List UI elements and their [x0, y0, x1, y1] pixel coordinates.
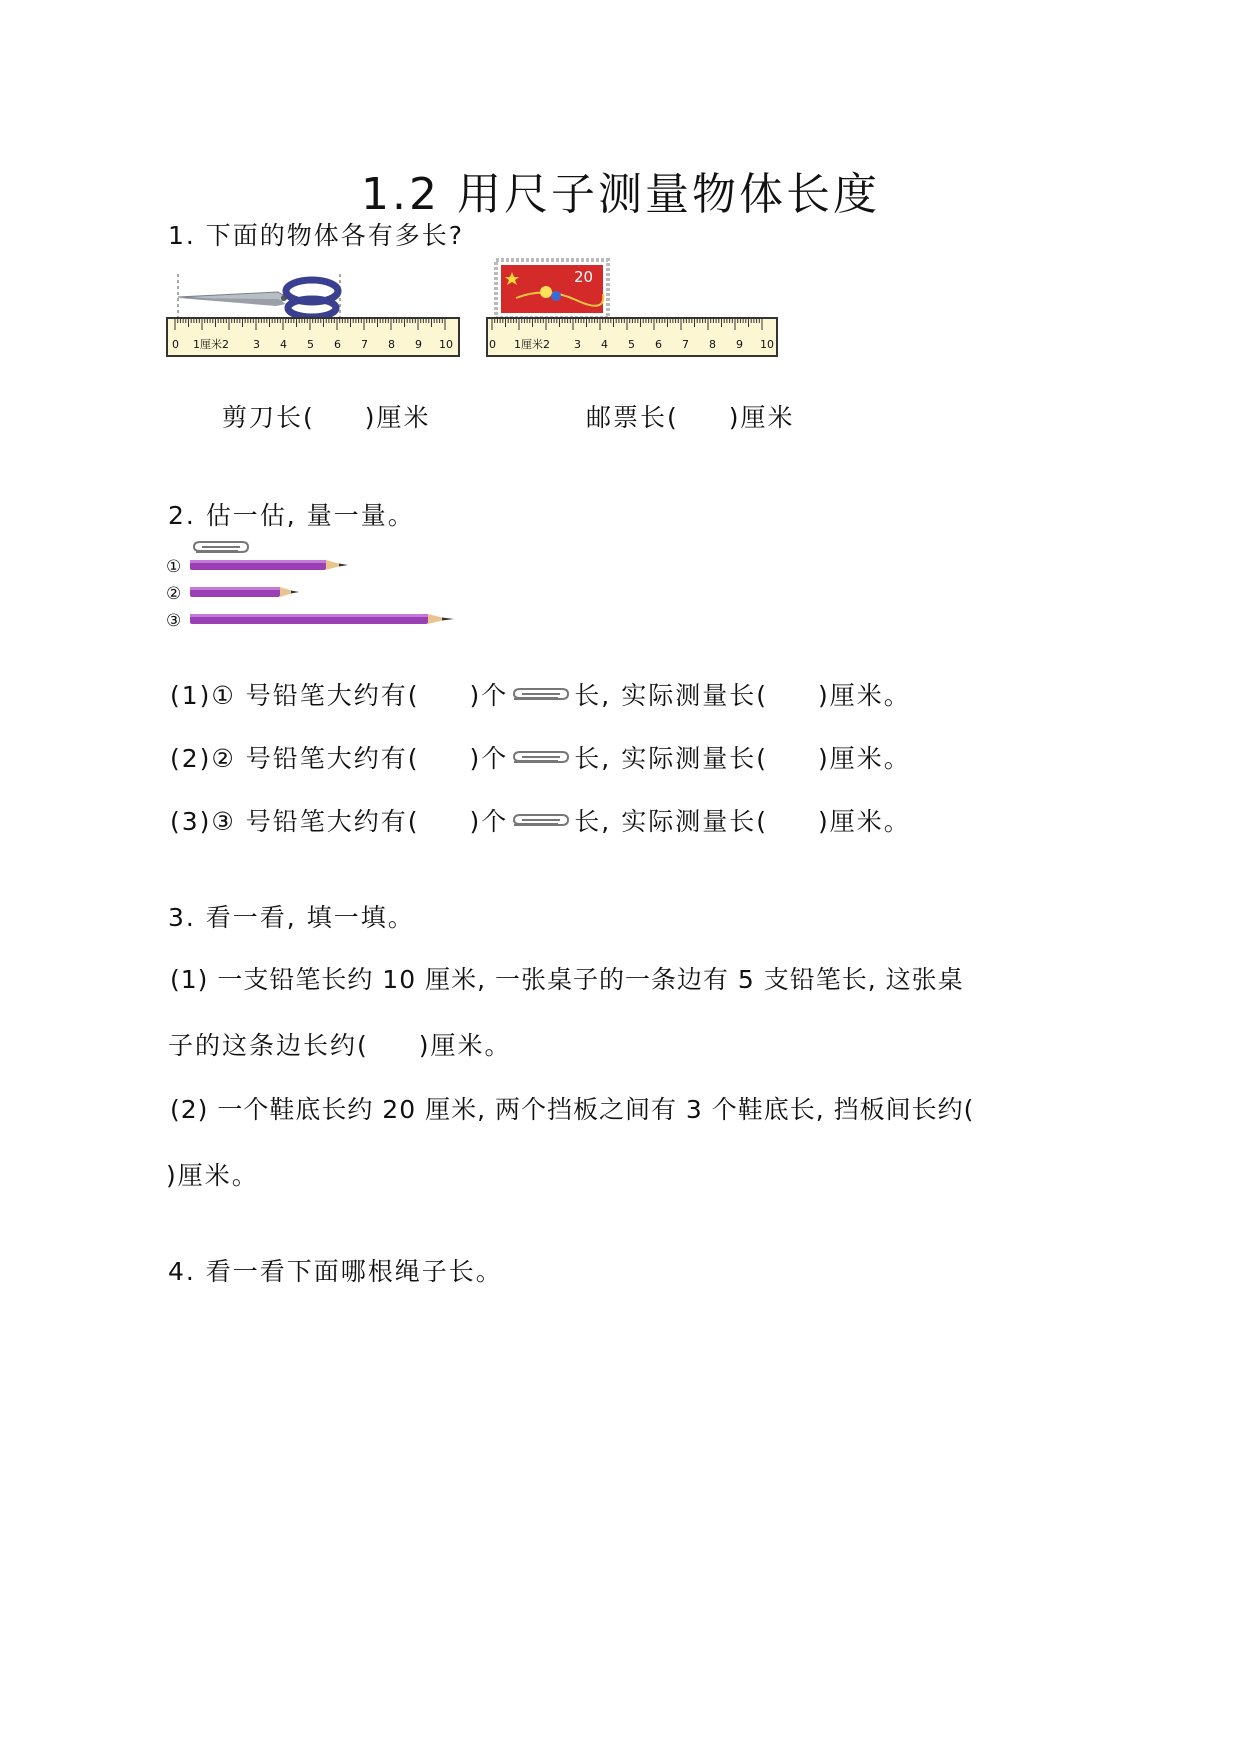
q3-item-1-line-2	[168, 1026, 512, 1062]
ruler-tick-label: 4	[280, 338, 287, 351]
q3-item-2-line-2: )厘米。	[166, 1161, 259, 1190]
ruler-tick-label: 8	[388, 338, 395, 351]
ruler-tick-label: 6	[655, 338, 662, 351]
unit-label: )厘米	[728, 403, 795, 432]
ruler-tick-label: 1厘米2	[193, 338, 229, 351]
ruler-tick-label: 9	[415, 338, 422, 351]
ruler-tick-label: 6	[334, 338, 341, 351]
pencil-1	[190, 560, 348, 570]
ruler-tick-label: 4	[601, 338, 608, 351]
q2-item-after-clip: 长, 实际测量长(	[574, 681, 768, 710]
ruler-1	[167, 318, 459, 356]
paperclip-icon	[510, 809, 572, 831]
ruler-tick-label: 10	[439, 338, 453, 351]
q2-item-suffix: )厘米。	[817, 807, 911, 836]
q2-item-mid: )个	[469, 744, 509, 773]
q2-item-prefix: (1)① 号铅笔大约有(	[170, 681, 420, 710]
pencil-3	[190, 614, 454, 624]
ruler-tick-label: 5	[628, 338, 635, 351]
q2-item-mid: )个	[469, 807, 509, 836]
stamp-value: 20	[574, 268, 594, 286]
q2-item-suffix: )厘米。	[817, 744, 911, 773]
ruler-tick-label: 0	[489, 338, 496, 351]
q2-item-prefix: (3)③ 号铅笔大约有(	[170, 807, 420, 836]
question-2-heading: 2. 估一估, 量一量。	[168, 501, 415, 530]
ruler-tick-label: 8	[709, 338, 716, 351]
q2-item-suffix: )厘米。	[817, 681, 911, 710]
pencil-marker-3: ③	[166, 611, 182, 631]
paperclip-image	[194, 542, 248, 552]
q2-item-1	[170, 676, 911, 712]
pencil-marker-2: ②	[166, 584, 182, 604]
q2-item-after-clip: 长, 实际测量长(	[574, 744, 768, 773]
question-1-heading: 1. 下面的物体各有多长?	[168, 221, 465, 250]
scissors-image	[178, 280, 338, 317]
q3-item-1-text: 子的这条边长约(	[168, 1031, 369, 1060]
ruler-tick-label: 9	[736, 338, 743, 351]
pencil-marker-1: ①	[166, 557, 182, 577]
ruler-tick-label: 0	[172, 338, 179, 351]
q2-item-3	[170, 802, 911, 838]
q2-item-after-clip: 长, 实际测量长(	[574, 807, 768, 836]
pencils-figure	[166, 538, 466, 634]
ruler-tick-label: 1厘米2	[514, 338, 550, 351]
q2-item-2	[170, 739, 911, 775]
ruler-2	[487, 318, 777, 356]
q3-item-1-line-1: (1) 一支铅笔长约 10 厘米, 一张桌子的一条边有 5 支铅笔长, 这张桌	[170, 965, 964, 994]
ruler-tick-label: 7	[361, 338, 368, 351]
scissors-label: 剪刀长(	[222, 403, 315, 432]
ruler-tick-label: 3	[574, 338, 581, 351]
ruler-tick-label: 7	[682, 338, 689, 351]
ruler-stamp-figure	[486, 258, 782, 362]
ruler-tick-label: 5	[307, 338, 314, 351]
question-3-heading: 3. 看一看, 填一填。	[168, 903, 415, 932]
q3-item-2-line-1: (2) 一个鞋底长约 20 厘米, 两个挡板之间有 3 个鞋底长, 挡板间长约(	[170, 1095, 975, 1124]
pencil-2	[190, 587, 299, 597]
q2-item-mid: )个	[469, 681, 509, 710]
stamp-image	[496, 260, 608, 318]
ruler-tick-label: 3	[253, 338, 260, 351]
page-title: 1.2 用尺子测量物体长度	[361, 169, 880, 220]
ruler-tick-label: 10	[760, 338, 774, 351]
stamp-label: 邮票长(	[586, 403, 679, 432]
stamp-answer-line	[586, 398, 795, 434]
ruler-scissors-figure	[166, 270, 462, 362]
q3-item-1-unit: )厘米。	[418, 1031, 512, 1060]
q2-item-prefix: (2)② 号铅笔大约有(	[170, 744, 420, 773]
scissors-answer-line	[222, 398, 431, 434]
question-4-heading: 4. 看一看下面哪根绳子长。	[168, 1257, 503, 1286]
paperclip-icon	[510, 746, 572, 768]
paperclip-icon	[510, 683, 572, 705]
unit-label: )厘米	[364, 403, 431, 432]
